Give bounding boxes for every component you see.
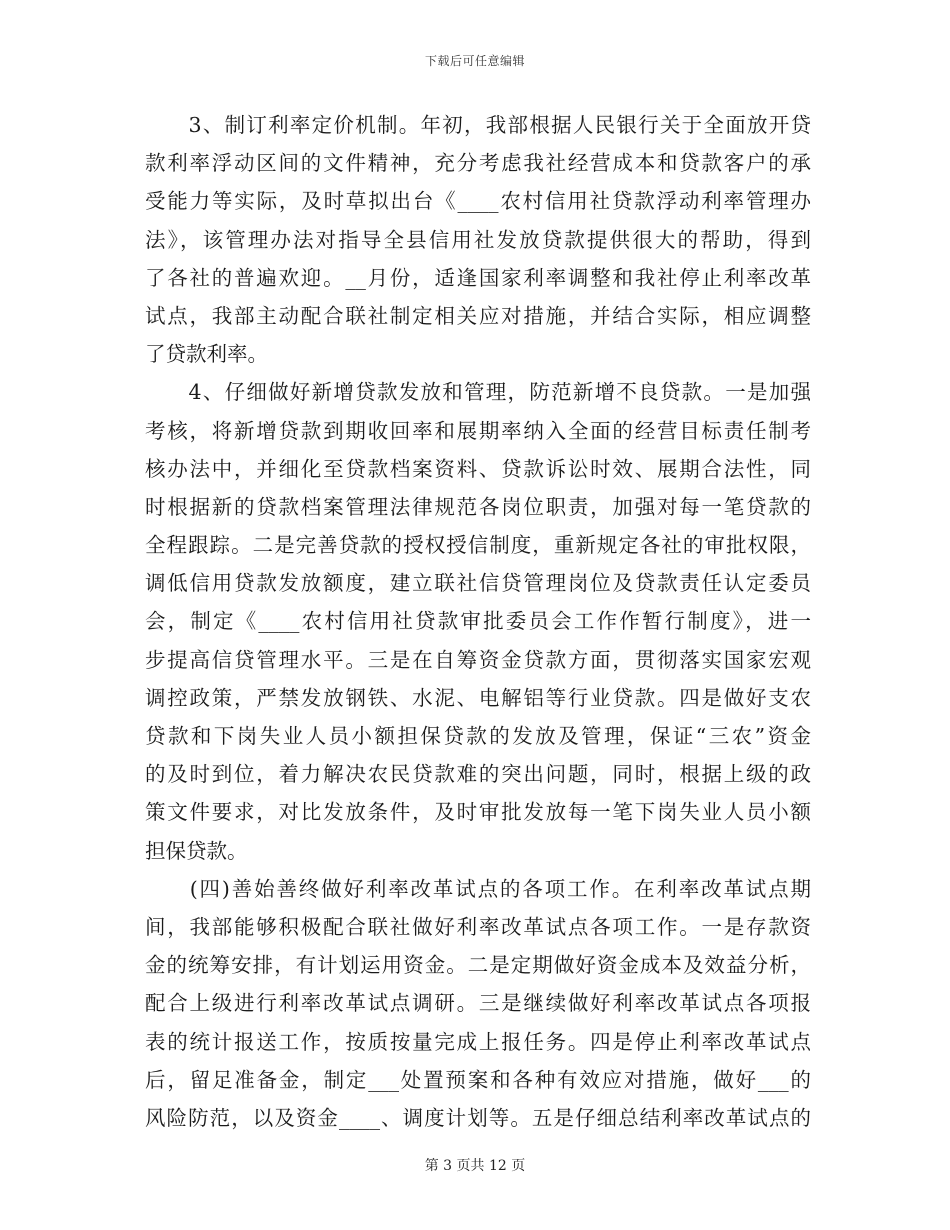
text-line: 风险防范，以及资金____、调度计划等。五是仔细总结利率改革试点的 (145, 1105, 811, 1130)
text-line: 贷款和下岗失业人员小额担保贷款的发放及管理，保证“三农”资金 (145, 724, 811, 748)
text-line: (四)善始善终做好利率改革试点的各项工作。在利率改革试点期 (145, 876, 811, 901)
text-line: 全程跟踪。二是完善贷款的授权授信制度，重新规定各社的审批权限， (145, 533, 811, 558)
text-line: 法》，该管理办法对指导全县信用社发放贷款提供很大的帮助，得到 (145, 227, 811, 252)
text-line: 配合上级进行利率改革试点调研。三是继续做好利率改革试点各项报 (145, 991, 811, 1016)
page-header: 下载后可任意编辑 (424, 54, 525, 68)
text-line: 款利率浮动区间的文件精神，充分考虑我社经营成本和贷款客户的承 (145, 151, 811, 176)
text-line: 考核，将新增贷款到期收回率和展期率纳入全面的经营目标责任制考 (145, 418, 811, 443)
text-line: 表的统计报送工作，按质按量完成上报任务。四是停止利率改革试点 (145, 1029, 811, 1054)
text-line: 4、仔细做好新增贷款发放和管理，防范新增不良贷款。一是加强 (145, 380, 811, 405)
text-line: 调低信用贷款发放额度，建立联社信贷管理岗位及贷款责任认定委员 (145, 571, 811, 596)
text-line: 了贷款利率。 (145, 342, 268, 367)
text-line: 后，留足准备金，制定___处置预案和各种有效应对措施，做好___的 (145, 1067, 811, 1092)
text-line: 会，制定《____农村信用社贷款审批委员会工作作暂行制度》，进一 (145, 609, 811, 634)
text-line: 受能力等实际，及时草拟出台《____农村信用社贷款浮动利率管理办 (145, 189, 811, 214)
text-line: 3、制订利率定价机制。年初，我部根据人民银行关于全面放开贷 (145, 113, 811, 137)
text-line: 核办法中，并细化至贷款档案资料、贷款诉讼时效、展期合法性，同 (145, 456, 811, 481)
text-line: 策文件要求，对比发放条件，及时审批发放每一笔下岗失业人员小额 (145, 800, 811, 825)
text-line: 担保贷款。 (145, 838, 248, 863)
text-line: 调控政策，严禁发放钢铁、水泥、电解铝等行业贷款。四是做好支农 (145, 685, 811, 710)
text-line: 的及时到位，着力解决农民贷款难的突出问题，同时，根据上级的政 (145, 762, 811, 787)
text-line: 时根据新的贷款档案管理法律规范各岗位职责，加强对每一笔贷款的 (145, 494, 811, 519)
document-body (145, 106, 811, 1137)
text-line: 了各社的普遍欢迎。__月份，适逢国家利率调整和我社停止利率改革 (145, 265, 811, 290)
page-number: 第 3 页共 12 页 (424, 1158, 526, 1174)
text-line: 试点，我部主动配合联社制定相关应对措施，并结合实际，相应调整 (145, 303, 811, 328)
text-line: 步提高信贷管理水平。三是在自筹资金贷款方面，贯彻落实国家宏观 (145, 647, 811, 672)
text-line: 间，我部能够积极配合联社做好利率改革试点各项工作。一是存款资 (145, 914, 811, 939)
text-line: 金的统筹安排，有计划运用资金。二是定期做好资金成本及效益分析， (145, 953, 811, 978)
